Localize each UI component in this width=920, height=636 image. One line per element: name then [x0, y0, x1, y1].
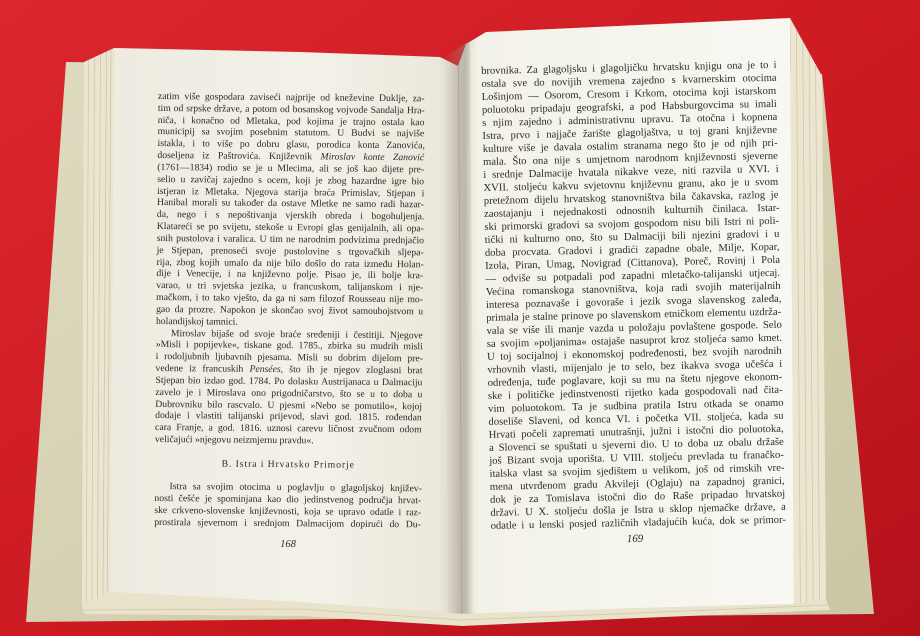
italic-text: Pensées	[249, 363, 281, 376]
line-text: Istra, prvo i najjače žarište glagoljaštva, u toj grani književne	[482, 124, 778, 142]
text-line	[154, 517, 421, 531]
line-text: odatle i u lenski posjed različnih vladajućih kuća, dok se primor-	[490, 514, 786, 532]
line-text: municipij sa svojim posebnim statutom. U Budvi se najviše	[157, 126, 425, 140]
page-number-left: 168	[280, 538, 296, 551]
line-text: doba procvata. Gradovi i gradići zapadne obale, Milje, Kopar,	[484, 241, 780, 259]
line-text: a Slovenci se spuštati u sjeverni dio. U to doba uz obalu držaše	[488, 436, 784, 454]
line-text: zatim više gospodara zaviseći najprije od kneževine Duklje, za-	[157, 91, 425, 105]
line-text: Dubrovniku bilo rascvalo. U pjesmi »Nebo se pomutilo«, kojoj	[155, 398, 423, 412]
line-text: brovnika. Za glagoljsku i glagoljičku hrvatsku knjigu ona je to i	[481, 59, 777, 77]
left-page-text	[154, 91, 425, 531]
line-text: italska vlast sa svojim sjedištem u velikom, još od rimskih vre-	[489, 462, 785, 480]
line-text: »Misli i popijevke«, tiskane god. 1785., zbirka su mudrih misli	[155, 339, 423, 353]
line-text: rija, zbog kojih umalo da nije bilo došlo do rata između Holan-	[156, 256, 424, 270]
line-text: niča, i konačno od Mletaka, pod kojima je trajno ostala kao	[157, 114, 425, 128]
line-text: još Bizant svoja uporišta. U VIII. stoljeću prevlada tu franačko-	[489, 449, 784, 467]
line-text: ostala sve do novijih vremena zajedno s kvarnerskim otocima	[481, 72, 777, 90]
line-text: tim od srpske države, a potom od bosanskog vojvode Sandalja Hra-	[157, 102, 425, 117]
line-text: selio u zavičaj zajedno s ocem, koji je zbog hazardne igre bio	[157, 173, 425, 188]
line-text: Hanibal morali su također da ostave Mletke ne samo radi hazar-	[156, 197, 424, 211]
line-text: i rodoljubnih ljubavnih pjesama. Misli su dobrim dijelom pre-	[155, 351, 424, 365]
line-text: zaostajanju i nejednakosti odnosnih kulturnih činilaca. Istar-	[484, 202, 780, 220]
line-text: vim poluotokom. Ta je sudbina pratila Istru otkada se onamo	[488, 397, 784, 415]
text-segment: vedene iz francuskih	[155, 363, 250, 375]
line-text: sa svojim »poljanima« ostajaše nasuprot kroz stoljeća samo kmet.	[486, 332, 783, 350]
line-text: ske i političke jedinstvenosti rijetko kada gospodovali nad čita-	[487, 384, 783, 402]
line-text: doseliše Slaveni, od konca VI. i početka VII. stoljeća, kada su	[488, 410, 784, 428]
line-text: Miroslav bijaše od svoje braće sređeniji i čestitiji. Njegove	[170, 327, 423, 341]
line-text: snih pustolova i varalica. U tim ne narodnim podvizima prednjačio	[156, 232, 425, 247]
line-text: vala se više ili manje vazda u položaju povlaštene gospode. Selo	[486, 319, 782, 337]
line-text: XVII. stoljeću kakvu svjetovnu književnu granu, ako je u svom	[483, 176, 779, 194]
line-text: — odviše su potpadali pod zapadni mletačko-talijanski utjecaj.	[485, 267, 781, 285]
line-text: Stjepan bio izdao god. 1784. Po dolasku Austrijanaca u Dalmaciju	[155, 374, 423, 389]
line-text: ski primorski gradovi sa svojom gospodom nisu bili Istri ni poli-	[484, 215, 780, 233]
text-segment: , što ih je njegov zloglasni brat	[280, 364, 423, 377]
line-text: varao, u tri svjetska jezika, u francuskom, talijanskom i nje-	[156, 280, 424, 294]
line-text: holandijskoj tamnici.	[155, 315, 238, 328]
line-text: Većina romanskoga stanovništva, koja radi svojih materijalnih	[485, 280, 781, 298]
section-heading: B. Istra i Hrvatsko Primorje	[221, 458, 355, 471]
line-text: i srednje Dalmacije hvatala nikakve veze, niti razvila u XVI. i	[483, 163, 779, 181]
right-page-text	[481, 58, 786, 532]
line-text: Hrvati počeli zapremati unutrašnji, južni i istočni dio poluotoka,	[488, 423, 784, 441]
line-text: interesa poznavaše i govoraše i jezik svoga slavenskog zaleđa,	[485, 293, 782, 311]
line-text: ske crkveno-slovenske književnosti, koja se upravo odatle i raz-	[154, 504, 422, 519]
text-line	[155, 434, 422, 448]
line-text: istakla, i to više po dobru glasu, porodica konta Zanovića,	[157, 138, 425, 152]
left-page-edges	[82, 48, 114, 606]
page-number-right: 169	[626, 532, 644, 546]
line-text: Istra sa svojim otocima u poglavlju o glagoljskoj književ-	[169, 481, 422, 495]
line-text: mačkom, i to tako vješto, da ga ni sam filozof Rousseau nije mo-	[156, 292, 424, 306]
line-text: kulture više je davala ostalim stranama nego što je od njih pri-	[482, 137, 778, 155]
line-text: Izola, Piran, Umag, Novigrad (Cittanova), Poreč, Rovinj i Pola	[485, 254, 781, 272]
line-text: U toj socijalnoj i ekonomskoj podređenosti, bez svojih narodnih	[487, 345, 782, 363]
line-text: istjeran iz Mletaka. Njegova starija braća Primislav, Stjepan i	[157, 185, 425, 199]
line-text: gao da prozre. Napokon je skončao svoj život samoubojstvom u	[156, 303, 424, 318]
line-text: određenja, tuđe poglavare, koji su mu na štetu njegove ekonom-	[487, 371, 783, 389]
line-text: pretežnom dijelu hrvatskog stanovništva bila čakavska, razlog je	[483, 189, 779, 207]
text-segment: doseljena iz Paštrovića. Književnik	[157, 150, 321, 163]
line-text: mena utvrđenom gradu Akvileji (Oglaju) na zapadnoj granici,	[489, 475, 785, 493]
line-text: poluotoku pripadaju geografski, a pod Habsburgovcima su imali	[481, 98, 777, 116]
line-text: zavelo je i Miroslava ono prigodničarstvo, što se u to doba u	[155, 386, 423, 401]
line-text: veličajući »njegovu neizmjernu pravdu«.	[154, 434, 314, 447]
right-page-edges	[790, 18, 826, 604]
line-text: Klatareći se po svijetu, stekoše u Evropi glas genijalnih, ali opa-	[156, 221, 424, 235]
line-text: mala. Što ona nije s umjetnom narodnom književnosti sjeverne	[482, 150, 778, 168]
italic-text: Miroslav konte Zanović	[320, 151, 425, 164]
line-text: dok je za Tomislava istočni dio do Raše pripadao hrvatskoj	[490, 488, 786, 506]
line-text: dodaje i vlastiti talijanski prijevod, slavi god. 1815. rođendan	[155, 410, 422, 424]
line-text: je Stjepan, prenoseći svoje pustolovine s trgovačkih sljepa-	[156, 244, 424, 259]
line-text: primala je stalne prinove po slavenskom etničkom elementu uzdrža-	[486, 306, 782, 324]
line-text: cara Franje, a god. 1816. uznosi carevu ličnost zvučnom odom	[155, 422, 422, 436]
line-text: Lošinjom — Osorom, Cresom i Krkom, otocima koji istarskom	[481, 85, 777, 103]
line-text: tički ni kulturno ono, što su Dalmaciji bili njezini gradovi i u	[484, 228, 780, 246]
line-text: s njim zajedno i administrativnu upravu. Ta otočna i kopnena	[482, 111, 778, 129]
line-text: (1761—1834) rodio se je u Mlecima, ali se još kao dijete pre-	[157, 161, 425, 176]
line-text: nosti češće je spominjana kao dio jedinstvenog područja hrvat-	[154, 493, 422, 507]
line-text: prostirala sjevernom i srednjom Dalmacijom dopirući do Du-	[154, 516, 421, 531]
line-text: dije i Venecije, i na književno polje. Pisao je, ili bolje kra-	[156, 268, 424, 282]
line-text: državi. U X. stoljeću došla je Istra u sklop njemačke države, a	[490, 501, 786, 519]
line-text: da, nego i s nepoštivanja vjerskih obreda i bogohuljenja.	[156, 209, 425, 223]
line-text: vrhovnih vlasti, mijenjalo je to selo, bez ikakva svoga učešća i	[487, 358, 783, 376]
